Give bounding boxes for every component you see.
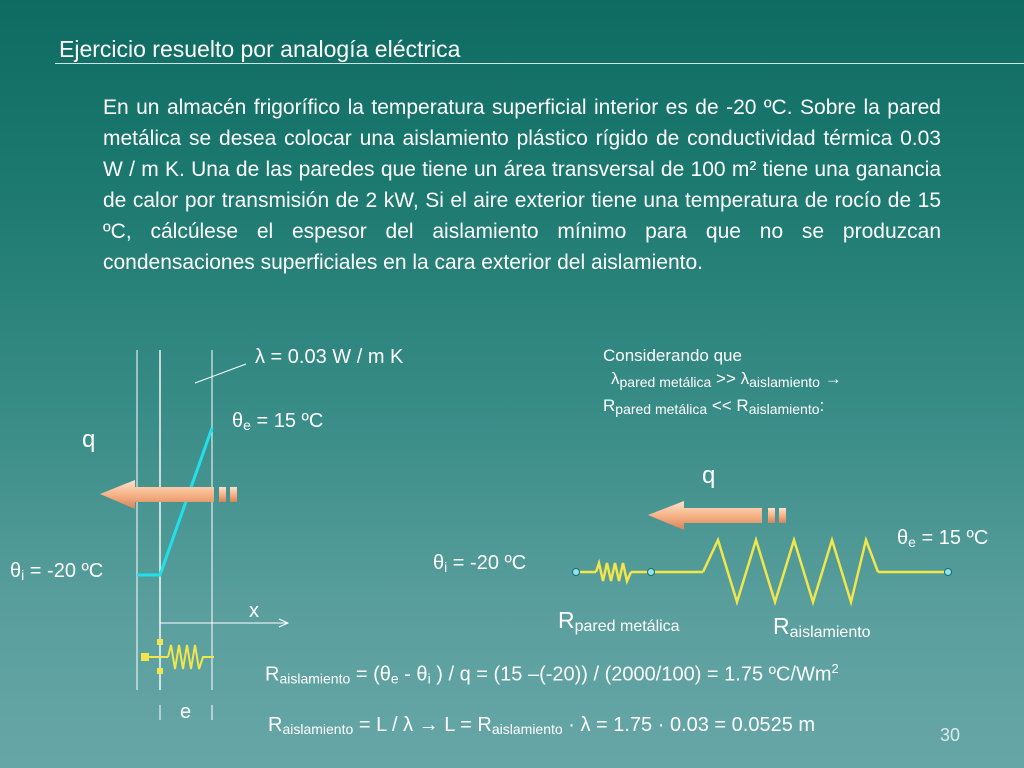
- r-pared-label: $R_{pared metálica}$: [558, 607, 680, 635]
- lambda-label: λ = 0.03 W / m K: [255, 346, 404, 368]
- x-axis-label: x: [249, 600, 259, 622]
- thermal-circuit: [573, 540, 952, 602]
- lambda-pointer: [195, 364, 246, 383]
- theta-e-label-right: $\theta_e = 15$ ºC: [897, 527, 989, 550]
- heat-flow-arrow-right: [648, 501, 786, 530]
- r-aislamiento-label: $R_{aislamiento}$: [773, 613, 871, 641]
- node-interface: [648, 569, 655, 576]
- theta-e-label-left: $\theta_e = 15$ ºC: [232, 410, 324, 433]
- q-label-right: q: [702, 462, 716, 489]
- node-outer: [945, 569, 952, 576]
- problem-statement: En un almacén frigorífico la temperatura superficial interior es de -20 ºC. Sobre la pared metálica se desea colocar una aislamiento plástico rígido de conductividad térmica 0.03 W / m K. Una de las paredes que tiene un área transversal de 100 m² tiene una ganancia de calor por transmisión de 2 kW, Si el aire exterior tiene una temperatura de rocío de 15 ºC, cálcúlese el espesor del aislamiento mínimo para que no se produzcan condensaciones superficiales en la cara exterior del aislamiento.: [103, 96, 941, 274]
- page-number: 30: [940, 725, 961, 745]
- considering-text: Considerando que $\lambda_{pared metálica} >> \lambda_{aislamiento}$ → $R_{pared metálica} << R_{aislamiento}$:: [603, 346, 842, 417]
- q-label-left: q: [82, 426, 96, 453]
- slide-title: Ejercicio resuelto por analogía eléctrica: [59, 36, 461, 62]
- equation-resistance: $R_{aislamiento} = (\theta_e - \theta_i$ ) / q = (15 –(-20)) / (2000/100) = 1.75 ºC/Wm$^2$: [265, 661, 839, 687]
- equation-thickness: $R_{aislamiento} = L / \lambda \to L = R_{aislamiento} \cdot \lambda = 1.75 \cdot 0.03 = 0.0525$ m: [268, 714, 816, 737]
- theta-i-label-right: $\theta_i = -20$ ºC: [433, 552, 527, 575]
- resistor-aislamiento: [703, 540, 878, 602]
- resistor-pared-metalica: [596, 563, 631, 581]
- heat-flow-arrow-left: [100, 480, 237, 509]
- theta-i-label-left: $\theta_i = -20$ ºC: [10, 560, 104, 583]
- thickness-label: e: [180, 701, 192, 723]
- node-inner: [573, 569, 580, 576]
- wall-resistor-symbol: [141, 639, 214, 674]
